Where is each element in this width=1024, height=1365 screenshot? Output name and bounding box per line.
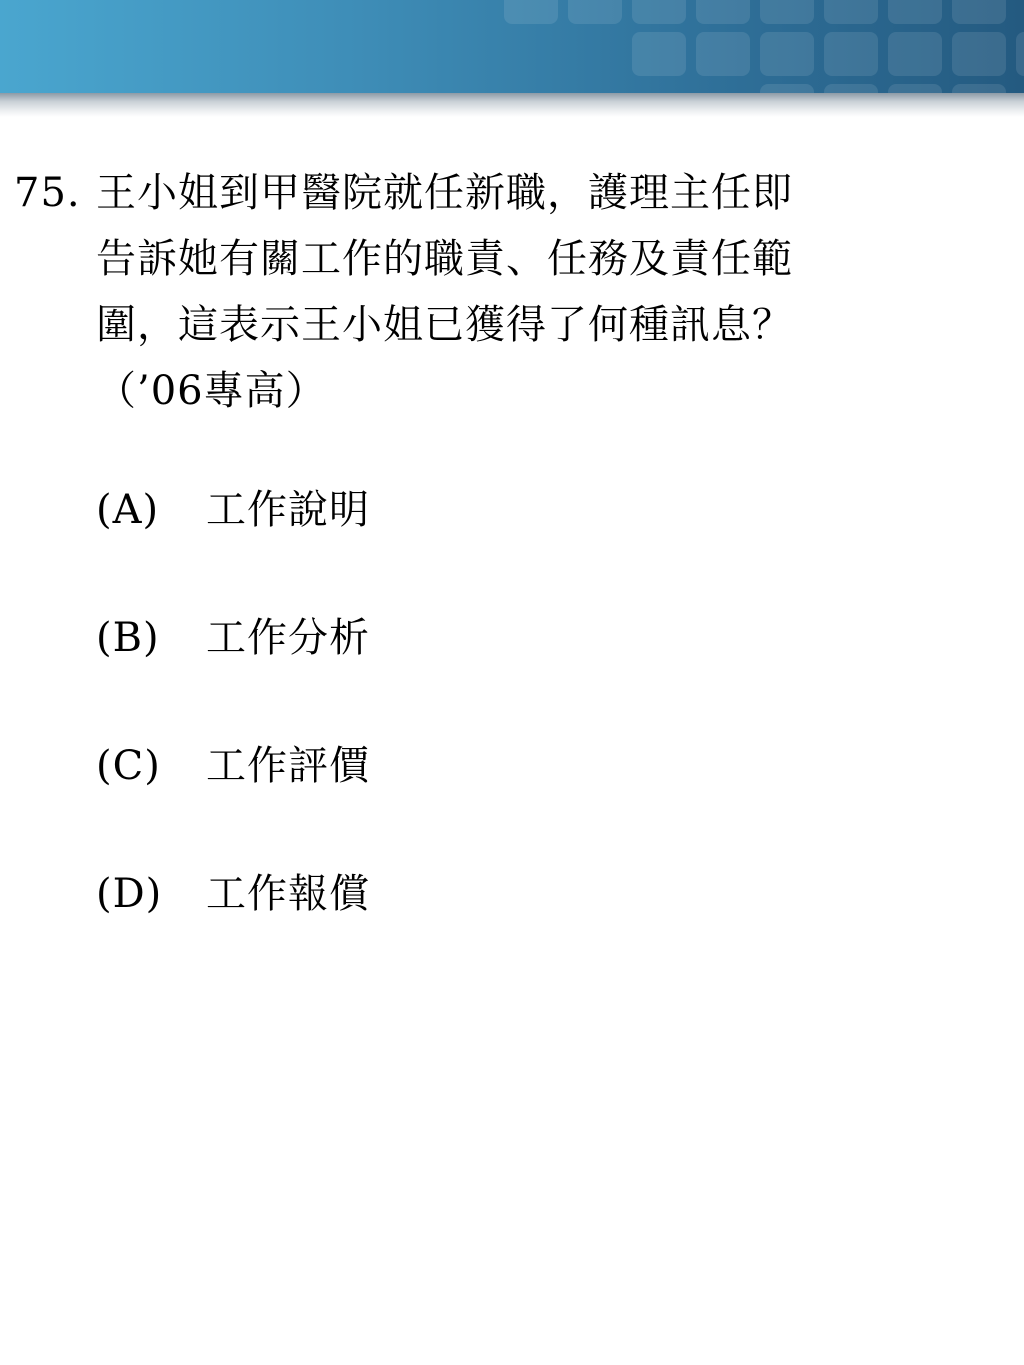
header-band <box>0 0 1024 93</box>
decorative-squares <box>464 0 1024 93</box>
option-letter: (D) <box>96 871 163 917</box>
header-shadow <box>0 93 1024 117</box>
question-block <box>14 160 1014 424</box>
question-number: 75. <box>14 170 81 216</box>
option-letter: (B) <box>96 615 160 661</box>
question-text-line: （’06專高） <box>96 368 327 414</box>
question-line-1 <box>14 160 1014 226</box>
option-letter: (A) <box>96 487 160 533</box>
option-d <box>96 864 370 924</box>
question-line-2 <box>14 226 1014 292</box>
option-a <box>96 480 370 540</box>
question-text-line: 圍，這表示王小姐已獲得了何種訊息？ <box>96 302 793 348</box>
question-text-line: 告訴她有關工作的職責、任務及責任範 <box>96 236 793 282</box>
option-c <box>96 736 370 796</box>
option-text: 工作報償 <box>206 871 370 917</box>
question-line-3 <box>14 292 1014 358</box>
option-text: 工作評價 <box>206 743 370 789</box>
option-text: 工作說明 <box>206 487 370 533</box>
question-source <box>14 358 1014 424</box>
option-text: 工作分析 <box>206 615 370 661</box>
option-letter: (C) <box>96 743 161 789</box>
question-text-line: 王小姐到甲醫院就任新職，護理主任即 <box>96 170 793 216</box>
answer-options <box>96 480 370 992</box>
option-b <box>96 608 370 668</box>
